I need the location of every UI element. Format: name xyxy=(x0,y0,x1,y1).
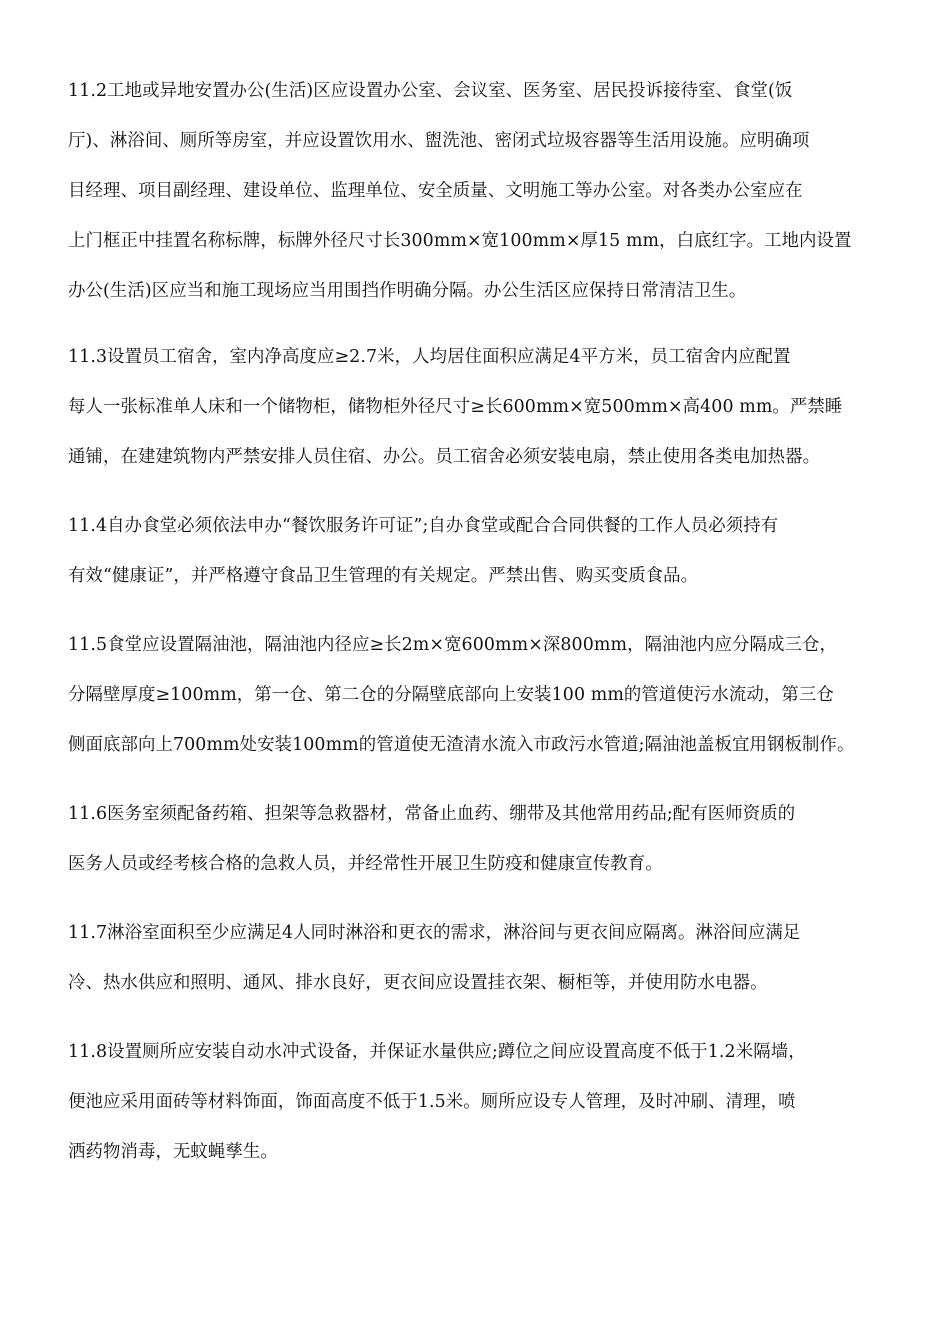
text-line: 有效“健康证”，并严格遵守食品卫生管理的有关规定。严禁出售、购买变质食品。 xyxy=(68,566,699,586)
text-line: 每人一张标准单人床和一个储物柜，储物柜外径尺寸≥长600mm×宽500mm×高400 mm。严禁睡 xyxy=(68,397,843,417)
paragraph-11-7 xyxy=(68,921,898,1021)
paragraph-11-2 xyxy=(68,79,898,329)
text-line: 上门框正中挂置名称标牌，标牌外径尺寸长300mm×宽100mm×厚15 mm，白底红字。工地内设置 xyxy=(68,231,852,251)
text-line: 11.4自办食堂必须依法申办“餐饮服务许可证”;自办食堂或配合合同供餐的工作人员必须持有 xyxy=(68,516,779,536)
paragraph-11-6 xyxy=(68,802,898,902)
text-line: 目经理、项目副经理、建设单位、监理单位、安全质量、文明施工等办公室。对各类办公室应在 xyxy=(68,181,803,201)
text-line: 11.2工地或异地安置办公(生活)区应设置办公室、会议室、医务室、居民投诉接待室、食堂(饭 xyxy=(68,81,793,101)
text-line: 11.5食堂应设置隔油池，隔油池内径应≥长2m×宽600mm×深800mm，隔油池内应分隔成三仓， xyxy=(68,635,837,655)
paragraph-11-5 xyxy=(68,633,898,783)
text-line: 厅)、淋浴间、厕所等房室，并应设置饮用水、盥洗池、密闭式垃圾容器等生活用设施。应明确项 xyxy=(68,131,810,151)
text-line: 办公(生活)区应当和施工现场应当用围挡作明确分隔。办公生活区应保持日常清洁卫生。 xyxy=(68,281,747,301)
text-line: 11.7淋浴室面积至少应满足4人同时淋浴和更衣的需求，淋浴间与更衣间应隔离。淋浴间应满足 xyxy=(68,923,801,943)
paragraph-11-8 xyxy=(68,1040,898,1190)
paragraph-11-4 xyxy=(68,514,898,614)
text-line: 通铺，在建建筑物内严禁安排人员住宿、办公。员工宿舍必须安装电扇，禁止使用各类电加热器。 xyxy=(68,447,821,467)
text-line: 11.8设置厕所应安装自动水冲式设备，并保证水量供应;蹲位之间应设置高度不低于1.2米隔墙， xyxy=(68,1042,806,1062)
text-line: 冷、热水供应和照明、通风、排水良好，更衣间应设置挂衣架、橱柜等，并使用防水电器。 xyxy=(68,973,768,993)
text-line: 医务人员或经考核合格的急救人员，并经常性开展卫生防疫和健康宣传教育。 xyxy=(68,854,663,874)
text-line: 分隔壁厚度≥100mm，第一仓、第二仓的分隔壁底部向上安装100 mm的管道使污水流动，第三仓 xyxy=(68,685,834,705)
text-line: 11.3设置员工宿舍，室内净高度应≥2.7米，人均居住面积应满足4平方米，员工宿舍内应配置 xyxy=(68,347,791,367)
text-line: 便池应采用面砖等材料饰面，饰面高度不低于1.5米。厕所应设专人管理，及时冲刷、清理，喷 xyxy=(68,1092,796,1112)
text-line: 洒药物消毒，无蚊蝇孳生。 xyxy=(68,1142,278,1162)
text-line: 侧面底部向上700mm处安装100mm的管道使无渣清水流入市政污水管道;隔油池盖板宜用钢板制作。 xyxy=(68,735,855,755)
paragraph-11-3 xyxy=(68,345,898,495)
text-line: 11.6医务室须配备药箱、担架等急救器材，常备止血药、绷带及其他常用药品;配有医师资质的 xyxy=(68,804,796,824)
